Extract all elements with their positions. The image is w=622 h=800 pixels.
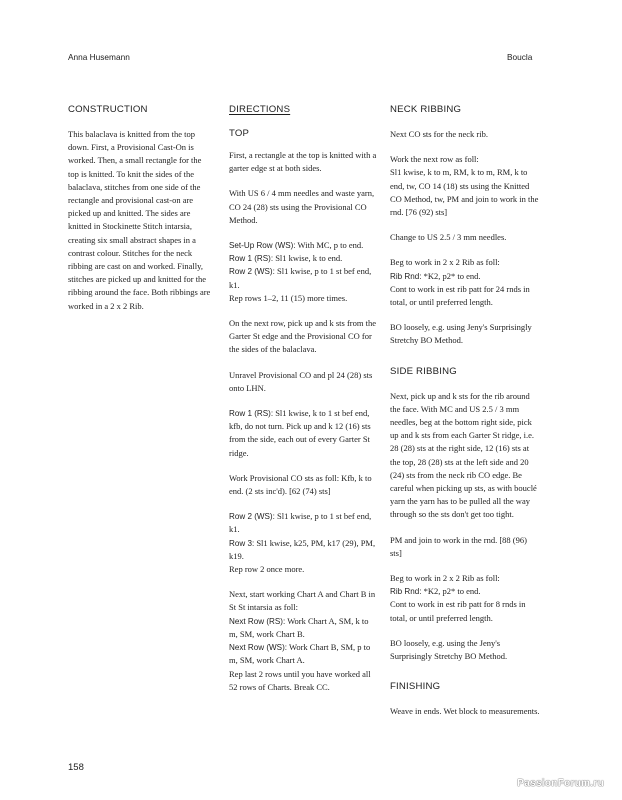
next-row-rs <box>229 615 378 641</box>
neck-rib-rnd <box>390 270 540 283</box>
side-rib-rnd-text: *K2, p2* to end. <box>421 586 481 597</box>
setup-row-label: Set-Up Row (WS): <box>229 241 296 251</box>
running-header-author: Anna Husemann <box>68 52 130 62</box>
work-provisional-co: Work Provisional CO sts as foll: Kfb, k to end. (2 sts inc'd). [62 (74) sts] <box>229 472 372 497</box>
side-rib-rnd-label: Rib Rnd: <box>390 587 422 597</box>
finishing-heading: FINISHING <box>390 681 441 693</box>
top-intro: First, a rectangle at the top is knitted with a garter edge st at both sides. <box>229 150 377 174</box>
row-2 <box>229 265 378 291</box>
charts-intro: Next, start working Chart A and Chart B in St St intarsia as foll: <box>229 589 376 613</box>
directions-heading: DIRECTIONS <box>229 104 291 115</box>
running-header-title: Boucla <box>507 52 533 62</box>
top-heading: TOP <box>229 128 250 139</box>
row-3-label: Row 3: <box>229 538 255 548</box>
neck-needle-change: Change to US 2.5 / 3 mm needles. <box>390 232 507 243</box>
row-1-label: Row 1 (RS): <box>229 254 274 264</box>
repeat-rows: Rep rows 1–2, 11 (15) more times. <box>229 292 348 303</box>
row-1-pickup <box>229 407 378 460</box>
neck-rib-rnd-text: *K2, p2* to end. <box>421 270 481 281</box>
row-3-text: Sl1 kwise, k25, PM, k17 (29), PM, k19. <box>229 537 376 561</box>
repeat-charts: Rep last 2 rows until you have worked all 52 rows of Charts. Break CC. <box>229 668 371 692</box>
neck-rib-intro: Beg to work in 2 x 2 Rib as foll: <box>390 257 500 268</box>
row-2-label: Row 2 (WS): <box>229 267 275 277</box>
side-rib-intro: Beg to work in 2 x 2 Rib as foll: <box>390 573 500 584</box>
finishing-text: Weave in ends. Wet block to measurements. <box>390 706 540 717</box>
construction-text: This balaclava is knitted from the top down. First, a Provisional Cast-On is worked. Then, a small rectangle for the top is knitted. To knit the sides of the balaclava, stitches from one side of the rectangle and provisional cast-on are picked up and knitted. The sides are knitted in Stockinette Stitch intarsia, creating six small abstract shapes in a contrast colour. Stitches for the neck ribbing are cast on and worked. Finally, stitches are picked up and knitted for the ribbing around the face. Both ribbings are worked in a 2 x 2 Rib. <box>68 129 211 311</box>
side-join: PM and join to work in the rnd. [88 (96) sts] <box>390 534 527 558</box>
neck-ribbing-heading: NECK RIBBING <box>390 104 462 115</box>
next-row-ws-text: Work Chart B, SM, p to m, SM, work Chart A. <box>229 642 371 666</box>
row-2-text: Sl1 kwise, p to 1 st bef end, k1. <box>229 266 372 290</box>
side-rib-continue: Cont to work in est rib patt for 8 rnds in total, or until preferred length. <box>390 599 526 623</box>
construction-heading: CONSTRUCTION <box>68 104 148 115</box>
row-1-pickup-label: Row 1 (RS): <box>229 409 274 419</box>
side-pick-up: Next, pick up and k sts for the rib around the face. With MC and US 2.5 / 3 mm needles, beg at the bottom right side, pick up and k sts from each Garter St ridge, i.e. 28 (28) sts at the right side, 12 (16) sts at the top, 28 (28) sts at the left side and 20 (24) sts from the neck rib CO edge. Be careful when picking up sts, as with bouclé yarn the yarn has to be pulled all the way through so the sts don't get too tight. <box>390 390 537 520</box>
top-cast-on: With US 6 / 4 mm needles and waste yarn, CO 24 (28) sts using the Provisional CO Method. <box>229 188 375 225</box>
neck-bind-off: BO loosely, e.g. using Jeny's Surprisingly Stretchy BO Method. <box>390 322 532 346</box>
row-1-pickup-text: Sl1 kwise, k to 1 st bef end, kfb, do not turn. Pick up and k 12 (16) sts from the side, each out of every Garter St ridge. <box>229 408 371 458</box>
next-row-ws-label: Next Row (WS): <box>229 643 288 653</box>
row-2-sides-text: Sl1 kwise, p to 1 st bef end, k1. <box>229 511 372 535</box>
neck-rib-rnd-label: Rib Rnd: <box>390 271 422 281</box>
repeat-row-2: Rep row 2 once more. <box>229 564 305 575</box>
setup-row-text: With MC, p to end. <box>295 240 364 251</box>
side-rib-rnd <box>390 585 540 598</box>
side-bind-off: BO loosely, e.g. using the Jeny's Surprisingly Stretchy BO Method. <box>390 637 508 662</box>
row-2-sides <box>229 510 378 536</box>
row-3 <box>229 537 378 563</box>
row-1-text: Sl1 kwise, k to end. <box>273 253 343 264</box>
pick-up-intro: On the next row, pick up and k sts from the Garter St edge and the Provisional CO for the sides of the balaclava. <box>229 318 376 355</box>
next-row-ws <box>229 641 378 667</box>
construction-column <box>68 104 213 325</box>
row-1 <box>229 252 378 265</box>
neck-next-row: Work the next row as foll: <box>390 154 479 165</box>
ribbing-column <box>390 104 540 731</box>
next-row-rs-text: Work Chart A, SM, k to m, SM, work Chart B. <box>229 615 369 639</box>
next-row-rs-label: Next Row (RS): <box>229 616 286 626</box>
side-ribbing-heading: SIDE RIBBING <box>390 365 457 377</box>
neck-co: Next CO sts for the neck rib. <box>390 129 488 139</box>
unravel-co: Unravel Provisional CO and pl 24 (28) sts onto LHN. <box>229 369 373 393</box>
row-2-sides-label: Row 2 (WS): <box>229 512 275 522</box>
directions-column <box>229 104 378 706</box>
neck-rib-continue: Cont to work in est rib patt for 24 rnds in total, or until preferred length. <box>390 283 530 308</box>
page-number: 158 <box>68 762 84 773</box>
watermark: PassionForum.ru <box>517 778 604 789</box>
setup-row <box>229 239 378 252</box>
neck-row-instructions: Sl1 kwise, k to m, RM, k to m, RM, k to end, tw, CO 14 (18) sts using the Knitted CO Method, tw, PM and join to work in the rnd. [76 (92) sts] <box>390 167 539 218</box>
